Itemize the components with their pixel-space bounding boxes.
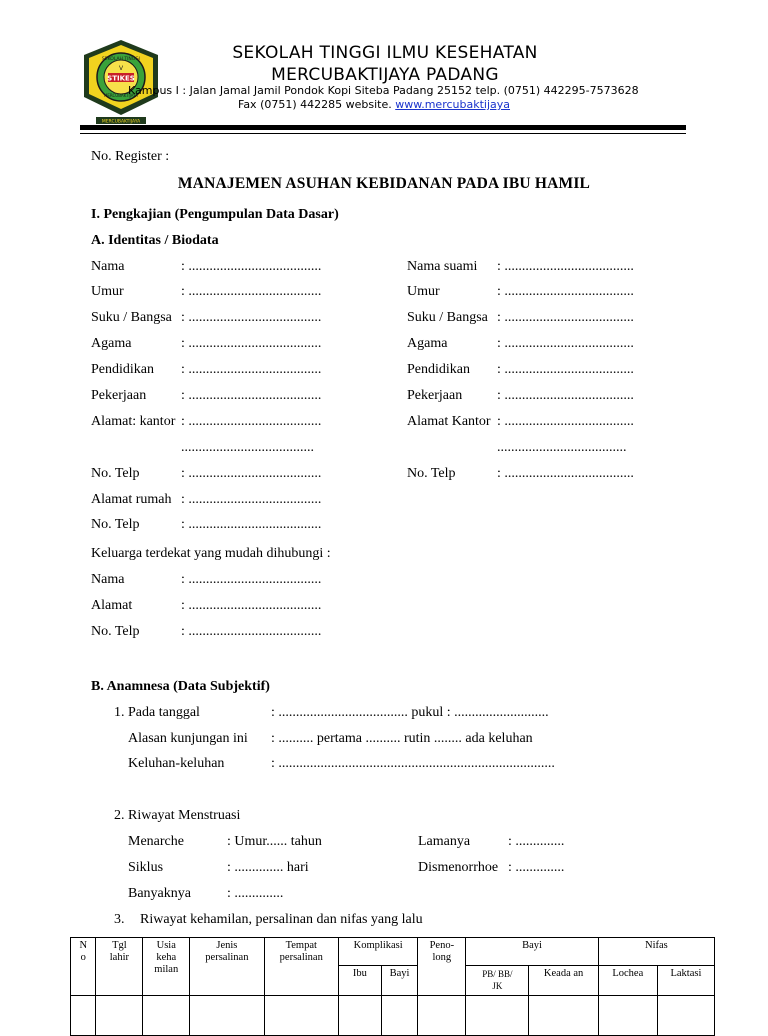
field-label: Agama bbox=[407, 336, 448, 351]
field-label: Alamat Kantor bbox=[407, 414, 491, 429]
field-blank[interactable]: : ...................................... bbox=[181, 492, 322, 507]
field-blank[interactable]: : ...................................... bbox=[181, 517, 322, 532]
field-blank[interactable]: : ..................................... bbox=[497, 336, 634, 351]
field-label: Alamat bbox=[91, 598, 133, 613]
field-label: Nama bbox=[91, 572, 125, 587]
cycle-blank[interactable]: : .............. hari bbox=[227, 860, 309, 875]
menarche-label: Menarche bbox=[128, 834, 184, 849]
section-pengkajian: I. Pengkajian (Pengumpulan Data Dasar) bbox=[91, 207, 339, 222]
field-label: No. Telp bbox=[91, 624, 140, 639]
field-blank[interactable]: : ...................................... bbox=[181, 598, 322, 613]
address-line: Kampus I : Jalan Jamal Jamil Pondok Kopi Siteba Padang 25152 telp. (0751) 442295-7573628 bbox=[128, 84, 639, 97]
col-complication-mother: Ibu bbox=[338, 966, 381, 996]
field-label: Suku / Bangsa bbox=[407, 310, 488, 325]
field-blank[interactable]: : ..................................... bbox=[497, 466, 634, 481]
col-delivery-type: Jenis persalinan bbox=[190, 938, 264, 996]
field-blank[interactable]: : ..................................... bbox=[497, 310, 634, 325]
header-rule bbox=[80, 125, 686, 130]
page-title: MANAJEMEN ASUHAN KEBIDANAN PADA IBU HAMIL bbox=[177, 175, 591, 192]
col-birth-date: Tgl lahir bbox=[96, 938, 143, 996]
field-label: Umur bbox=[407, 284, 440, 299]
institution-city: MERCUBAKTIJAYA PADANG bbox=[271, 65, 499, 85]
col-complication-baby: Bayi bbox=[381, 966, 418, 996]
col-delivery-place: Tempat persalinan bbox=[264, 938, 338, 996]
field-label: Agama bbox=[91, 336, 132, 351]
visit-date-blank[interactable]: : ..................................... pukul : ........................... bbox=[271, 705, 549, 720]
svg-text:V: V bbox=[118, 65, 124, 72]
col-birth-attendant: Peno- long bbox=[418, 938, 466, 996]
col-no: N o bbox=[71, 938, 96, 996]
table-row bbox=[71, 996, 715, 1036]
family-heading: Keluarga terdekat yang mudah dihubungi : bbox=[91, 546, 331, 561]
field-blank[interactable]: : ...................................... bbox=[181, 336, 322, 351]
section-anamnesa: B. Anamnesa (Data Subjektif) bbox=[91, 679, 270, 694]
field-label: Pekerjaan bbox=[91, 388, 147, 403]
col-gestational-age: Usia keha milan bbox=[143, 938, 190, 996]
amount-label: Banyaknya bbox=[128, 886, 191, 901]
field-blank[interactable]: : ..................................... bbox=[497, 362, 634, 377]
field-blank[interactable]: : ...................................... bbox=[181, 284, 322, 299]
dysmenorrhoea-label: Dismenorrhoe bbox=[418, 860, 499, 875]
field-blank[interactable]: : ...................................... bbox=[181, 624, 322, 639]
fax-text: Fax (0751) 442285 website. bbox=[238, 98, 396, 111]
obstetric-history-table bbox=[70, 937, 715, 1036]
field-blank[interactable]: : ..................................... bbox=[497, 414, 634, 429]
section-identitas: A. Identitas / Biodata bbox=[91, 233, 219, 248]
amount-blank[interactable]: : .............. bbox=[227, 886, 284, 901]
field-label: No. Telp bbox=[407, 466, 456, 481]
col-baby-condition: Keada an bbox=[529, 966, 598, 996]
visit-reason-label: Alasan kunjungan ini bbox=[128, 731, 248, 746]
history-heading-number: 3. bbox=[114, 912, 125, 927]
header-rule-thin bbox=[80, 133, 686, 134]
logo-top-text: SEKOLAH TINGGI bbox=[101, 57, 141, 62]
website-link[interactable]: www.mercubaktijaya bbox=[395, 98, 511, 111]
field-blank[interactable]: : ..................................... bbox=[497, 284, 634, 299]
field-blank[interactable]: : ...................................... bbox=[181, 388, 322, 403]
visit-reason-options[interactable]: : .......... pertama .......... rutin ........ ada keluhan bbox=[271, 731, 533, 746]
field-label: No. Telp bbox=[91, 466, 140, 481]
logo-center-text: STIKES bbox=[107, 74, 135, 83]
field-blank[interactable]: : ...................................... bbox=[181, 362, 322, 377]
col-lactation: Laktasi bbox=[657, 966, 714, 996]
field-blank[interactable]: : ...................................... bbox=[181, 259, 322, 274]
field-blank[interactable]: ...................................... bbox=[181, 440, 314, 455]
col-postpartum: Nifas bbox=[598, 938, 714, 966]
complaints-label: Keluhan-keluhan bbox=[128, 756, 225, 771]
menarche-blank[interactable]: : Umur...... tahun bbox=[227, 834, 322, 849]
field-label: Nama suami bbox=[407, 259, 478, 274]
field-label: Pekerjaan bbox=[407, 388, 463, 403]
cycle-label: Siklus bbox=[128, 860, 164, 875]
field-label: Nama bbox=[91, 259, 125, 274]
field-label: No. Telp bbox=[91, 517, 140, 532]
col-lochea: Lochea bbox=[598, 966, 657, 996]
field-blank[interactable]: ..................................... bbox=[497, 440, 627, 455]
field-label: Umur bbox=[91, 284, 124, 299]
menstruation-heading: 2. Riwayat Menstruasi bbox=[114, 808, 241, 823]
contact-line bbox=[238, 98, 510, 111]
field-blank[interactable]: : ...................................... bbox=[181, 310, 322, 325]
history-heading: Riwayat kehamilan, persalinan dan nifas yang lalu bbox=[140, 912, 423, 927]
field-label: Alamat rumah bbox=[91, 492, 172, 507]
col-complications: Komplikasi bbox=[338, 938, 417, 966]
logo-bottom-text: MERCUBAKTIJAYA bbox=[103, 93, 139, 98]
complaints-blank[interactable]: : ............................................................................... bbox=[271, 756, 555, 771]
field-blank[interactable]: : ...................................... bbox=[181, 414, 322, 429]
field-label: Alamat: kantor bbox=[91, 414, 176, 429]
field-blank[interactable]: : ...................................... bbox=[181, 572, 322, 587]
field-label: Suku / Bangsa bbox=[91, 310, 172, 325]
col-baby-measurements: PB/ BB/ JK bbox=[466, 966, 529, 996]
field-blank[interactable]: : ..................................... bbox=[497, 259, 634, 274]
field-blank[interactable]: : ..................................... bbox=[497, 388, 634, 403]
dysmenorrhoea-blank[interactable]: : .............. bbox=[508, 860, 565, 875]
field-blank[interactable]: : ...................................... bbox=[181, 466, 322, 481]
visit-date-label: 1. Pada tanggal bbox=[114, 705, 200, 720]
logo-ribbon-text: MERCUBAKTIJAYA bbox=[101, 119, 141, 125]
duration-blank[interactable]: : .............. bbox=[508, 834, 565, 849]
register-number-label: No. Register : bbox=[91, 149, 170, 164]
field-label: Pendidikan bbox=[407, 362, 470, 377]
duration-label: Lamanya bbox=[418, 834, 471, 849]
field-label: Pendidikan bbox=[91, 362, 154, 377]
institution-name: SEKOLAH TINGGI ILMU KESEHATAN bbox=[232, 43, 538, 63]
col-baby: Bayi bbox=[466, 938, 598, 966]
